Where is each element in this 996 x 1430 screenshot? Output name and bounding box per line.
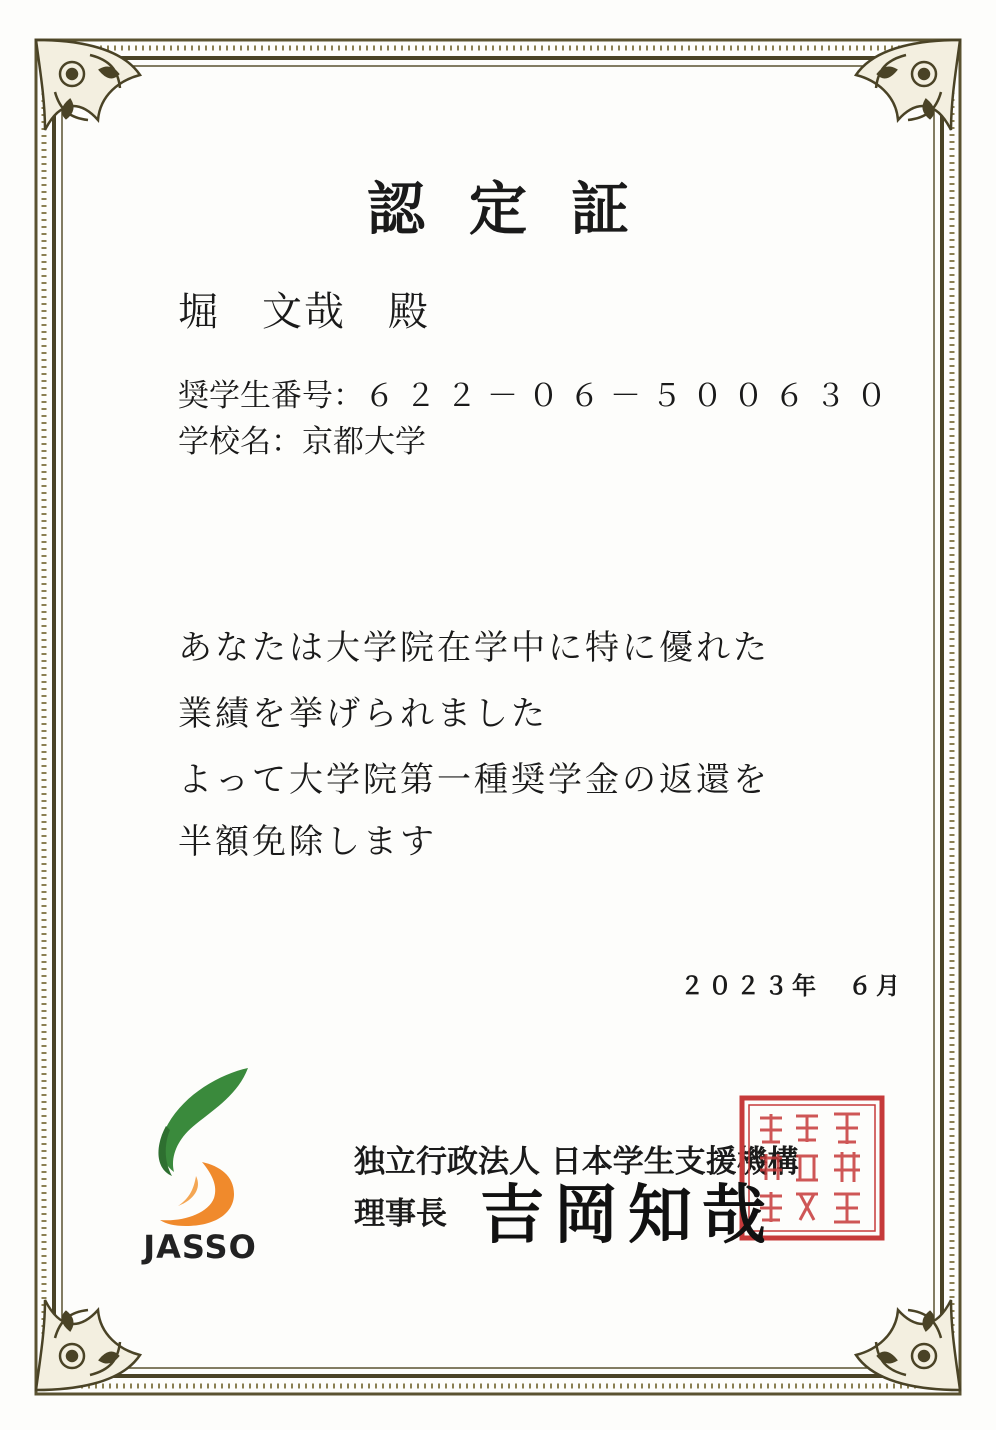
body-line-4: 半額免除します	[178, 822, 437, 862]
issue-date: ２０２３年 ６月	[680, 971, 904, 1000]
certificate-title: 認定証	[366, 175, 673, 243]
recipient-name: 堀 文哉 殿	[178, 289, 430, 335]
corner-ornament-top-left	[36, 40, 140, 130]
scholarship-number-value: ６２２－０６－５００６３０	[364, 378, 897, 414]
body-line-3: よって大学院第一種奨学金の返還を	[178, 760, 770, 800]
corner-ornament-top-right	[856, 40, 960, 130]
body-line-1: あなたは大学院在学中に特に優れた	[178, 628, 770, 668]
scholarship-number-label: 奨学生番号：	[178, 378, 364, 414]
scholarship-number-line	[178, 370, 897, 415]
organization-name: 独立行政法人 日本学生支援機構	[354, 1144, 799, 1180]
school-label: 学校名：	[178, 424, 302, 460]
president-signature: 吉岡知哉	[480, 1178, 776, 1253]
school-name: 京都大学	[302, 424, 426, 460]
president-role: 理事長	[354, 1196, 447, 1232]
body-line-2: 業績を挙げられました	[178, 694, 548, 734]
jasso-logo-text: JASSO	[143, 1228, 257, 1266]
school-line	[178, 416, 426, 461]
